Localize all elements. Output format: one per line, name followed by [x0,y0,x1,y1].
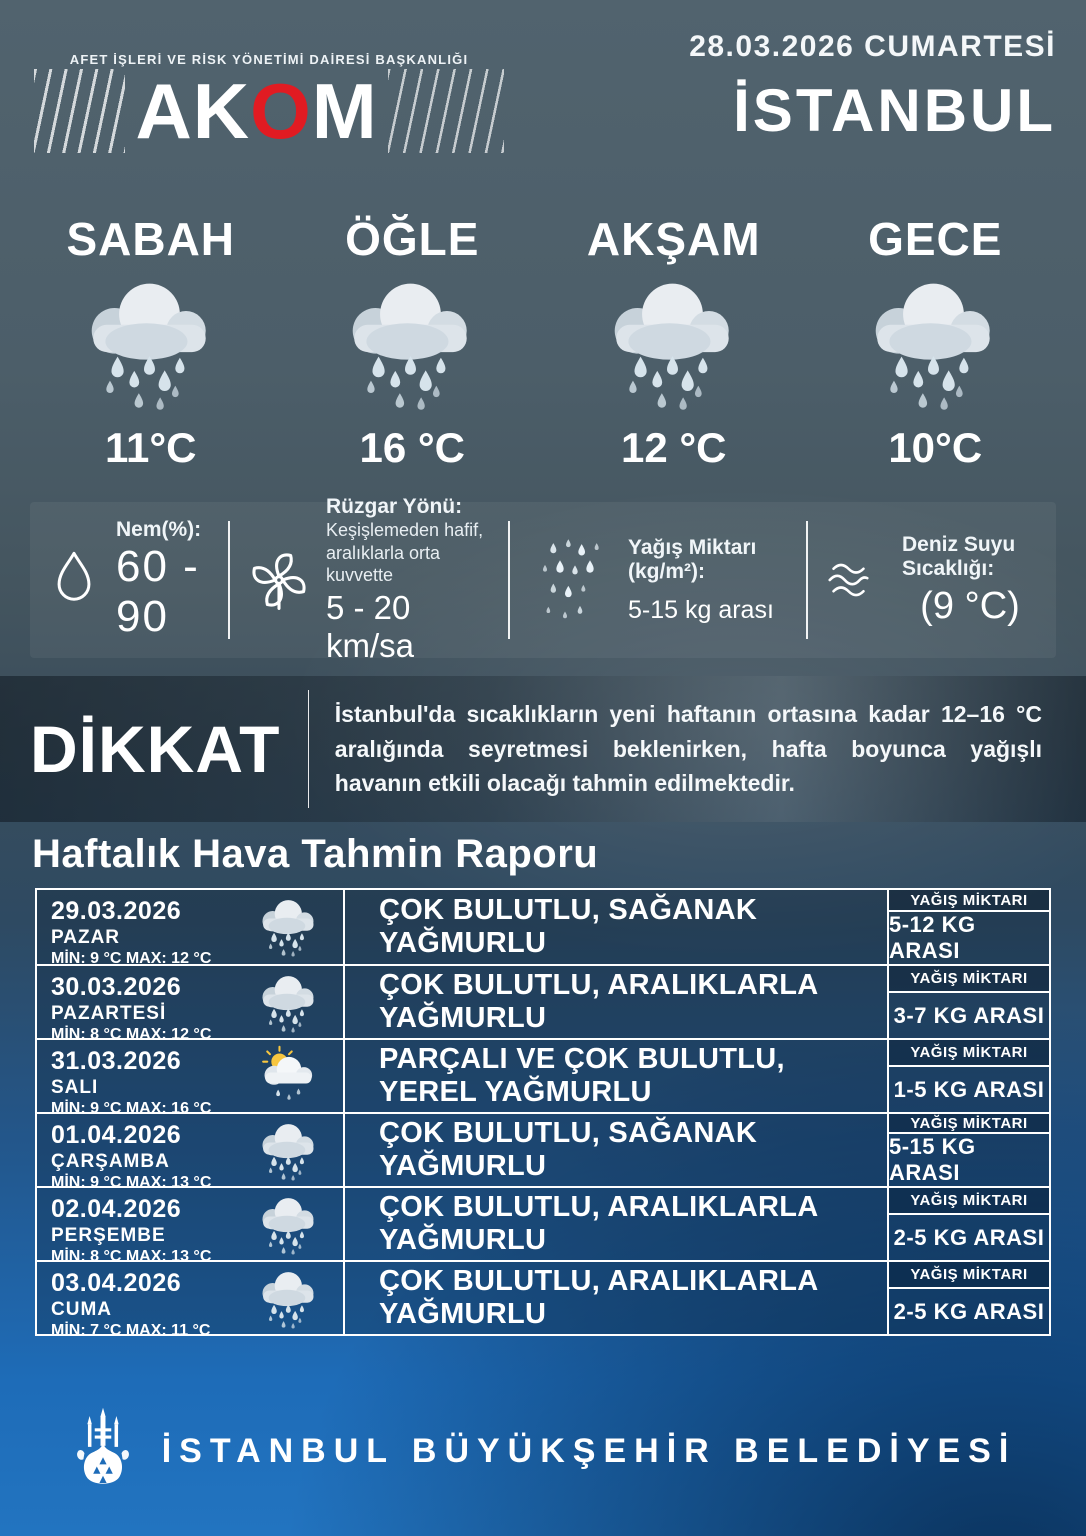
divider [308,690,309,808]
table-row [37,1038,1049,1117]
row-day: PAZARTESİ [51,1003,167,1024]
amount-header: YAĞIŞ MİKTARI [889,890,1049,912]
row-minmax: MİN: 9 °C MAX: 13 °C [51,1174,212,1191]
row-minmax: MİN: 7 °C MAX: 11 °C [51,1322,211,1339]
amount-value: 5-12 KG ARASI [889,912,976,963]
period-gece [805,212,1067,482]
cloud-heavy-rain-icon [576,270,772,422]
period-temp: 11°C [104,424,197,471]
row-description: PARÇALI VE ÇOK BULUTLU, YEREL YAĞMURLU [345,1040,889,1112]
table-row [37,1112,1049,1191]
wind-description: Keşişlemeden hafif, aralıklarla orta kuvvette [326,520,484,586]
row-day: ÇARŞAMBA [51,1151,170,1172]
amount-header: YAĞIŞ MİKTARI [889,1040,1049,1067]
period-temp: 16 °C [359,424,465,471]
amount-value: 3-7 KG ARASI [893,1002,1045,1028]
cloud-heavy-rain-icon [837,270,1033,422]
weekly-report-title: Haftalık Hava Tahmin Raporu [32,832,599,876]
logo-stripes-right-icon [388,69,504,153]
pinwheel-icon [248,549,310,611]
day-cell [37,966,345,1043]
agency-name: AFET İŞLERİ VE RİSK YÖNETİMİ DAİRESİ BAŞKANLIĞI [69,52,469,67]
row-description: ÇOK BULUTLU, SAĞANAK YAĞMURLU [345,1114,889,1186]
alert-title: DİKKAT [30,712,281,786]
wind-label: Rüzgar Yönü: [326,495,463,519]
period-label: AKŞAM [586,213,761,265]
period-temp: 12 °C [620,424,727,471]
row-minmax: MİN: 8 °C MAX: 12 °C [51,1026,212,1043]
humidity-label: Nem(%): [116,518,202,541]
row-description: ÇOK BULUTLU, ARALIKLARLA YAĞMURLU [345,1262,889,1334]
akom-brand [34,52,504,153]
row-description: ÇOK BULUTLU, SAĞANAK YAĞMURLU [345,890,889,964]
row-date: 02.04.2026 [51,1195,182,1223]
amount-header: YAĞIŞ MİKTARI [889,1262,1049,1289]
sea-value: (9 °C) [920,584,1020,627]
day-periods [0,212,1086,482]
footer [0,1366,1086,1536]
amount-value: 1-5 KG ARASI [893,1076,1045,1102]
amount-header: YAĞIŞ MİKTARI [889,966,1049,993]
amount-header: YAĞIŞ MİKTARI [889,1114,1049,1134]
wind-value: 5 - 20 km/sa [326,588,415,664]
metric-precipitation [510,502,806,658]
raindrops-icon [528,530,612,630]
row-description: ÇOK BULUTLU, ARALIKLARLA YAĞMURLU [345,966,889,1038]
row-minmax: MİN: 8 °C MAX: 13 °C [51,1248,212,1265]
row-day: PERŞEMBE [51,1225,166,1246]
akom-logo-o: O [250,67,312,155]
metric-sea-temperature [808,502,1056,658]
cloud-heavy-rain-icon [53,270,249,422]
amount-value: 5-15 KG ARASI [889,1134,976,1185]
amount-cell [889,1114,1049,1186]
cloud-rain-icon [241,1192,337,1260]
metric-wind [230,495,508,664]
akom-logo-left: AK [135,67,251,155]
table-row [37,1186,1049,1265]
sun-cloud-rain-icon [241,1044,337,1112]
alert-text: İstanbul'da sıcaklıkların yeni haftanın ortasına kadar 12–16 °C aralığında seyretmesi beklenirken, hafta boyunca yağışlı havanın etkili olacağı tahmin edilmektedir. [334,701,1042,797]
header [0,0,1086,205]
row-date: 03.04.2026 [51,1269,182,1297]
alert-banner [0,676,1086,822]
table-row [37,964,1049,1043]
amount-cell [889,1262,1049,1334]
amount-cell [889,1188,1049,1260]
row-day: PAZAR [51,927,121,948]
table-row [37,1260,1049,1339]
city-title: İSTANBUL [733,77,1056,144]
day-cell [37,890,345,967]
logo-stripes-left-icon [34,69,125,153]
row-date: 30.03.2026 [51,973,182,1001]
cloud-heavy-rain-icon [314,270,510,422]
cloud-rain-icon [241,1118,337,1186]
period-aksam [543,212,805,482]
row-minmax: MİN: 9 °C MAX: 12 °C [51,950,212,967]
row-description: ÇOK BULUTLU, ARALIKLARLA YAĞMURLU [345,1188,889,1260]
cloud-rain-icon [241,894,337,962]
akom-logo [135,67,378,155]
ibb-municipality-logo-icon [70,1407,136,1495]
row-day: CUMA [51,1299,112,1320]
report-date: 28.03.2026 CUMARTESİ [689,30,1056,63]
day-cell [37,1188,345,1265]
metric-humidity [30,502,228,658]
row-minmax: MİN: 9 °C MAX: 16 °C [51,1100,212,1117]
precipitation-value: 5-15 kg arası [628,595,774,624]
row-day: SALI [51,1077,99,1098]
precipitation-label: Yağış Miktarı (kg/m²): [628,535,757,583]
amount-value: 2-5 KG ARASI [893,1224,1045,1250]
amount-cell [889,1040,1049,1112]
waves-icon [826,556,886,604]
row-date: 01.04.2026 [51,1121,182,1149]
amount-header: YAĞIŞ MİKTARI [889,1188,1049,1215]
water-drop-icon [48,548,100,612]
cloud-rain-icon [241,970,337,1038]
period-label: ÖĞLE [345,213,480,265]
metrics-strip [30,495,1056,664]
period-ogle [282,212,544,482]
row-date: 31.03.2026 [51,1047,182,1075]
municipality-name: İSTANBUL BÜYÜKŞEHİR BELEDİYESİ [161,1431,1017,1470]
akom-logo-right: M [311,67,378,155]
amount-value: 2-5 KG ARASI [893,1298,1045,1324]
day-cell [37,1262,345,1339]
sea-label: Deniz Suyu Sıcaklığı: [902,532,1016,580]
period-sabah [20,212,282,482]
weekly-forecast-table [35,888,1051,1339]
humidity-value: 60 - 90 [116,542,200,641]
period-label: SABAH [66,213,236,265]
amount-cell [889,966,1049,1038]
amount-cell [889,890,1049,964]
row-date: 29.03.2026 [51,897,182,925]
day-cell [37,1040,345,1117]
day-cell [37,1114,345,1191]
period-label: GECE [868,213,1003,265]
table-row [37,890,1049,967]
cloud-rain-icon [241,1266,337,1334]
period-temp: 10°C [888,424,983,471]
